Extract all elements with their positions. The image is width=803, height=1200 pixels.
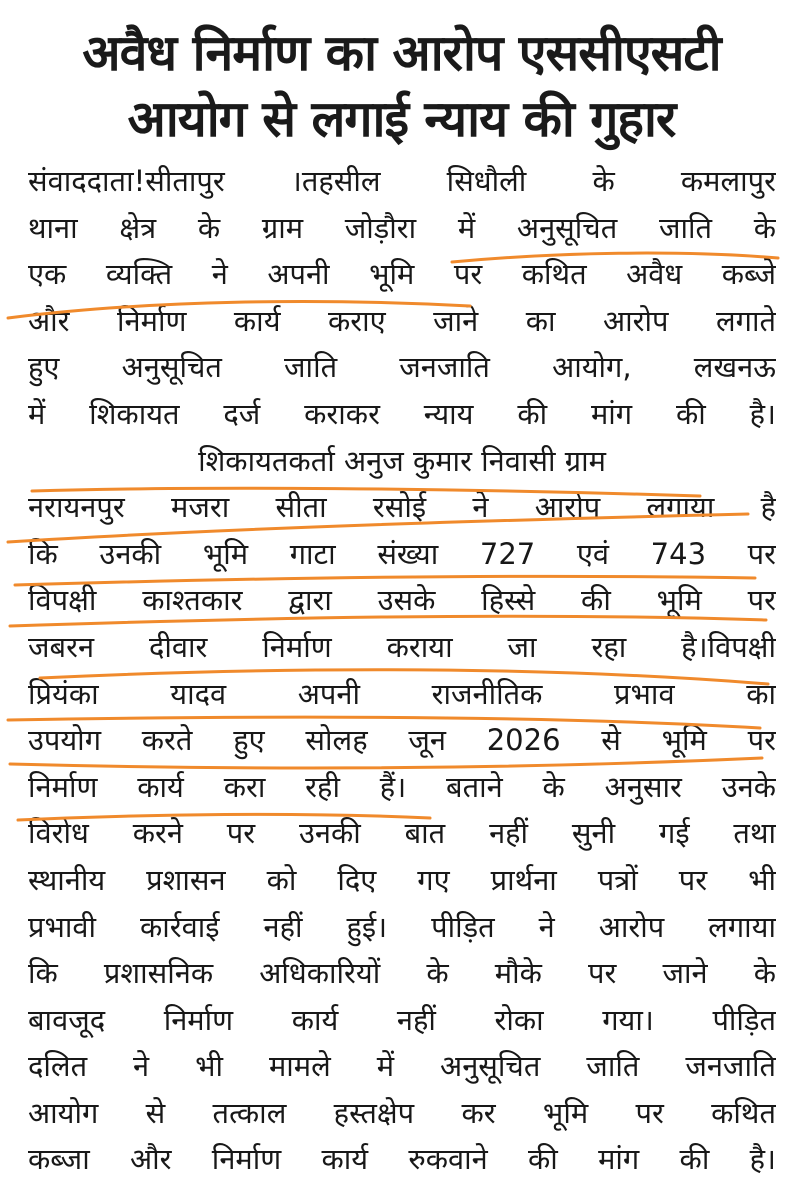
article-line: विरोध करने पर उनकी बात नहीं सुनी गई तथा (28, 816, 776, 851)
article-line: एक व्यक्ति ने अपनी भूमि पर कथित अवैध कब्जे (28, 257, 776, 292)
article-line: बावजूद निर्माण कार्य नहीं रोका गया। पीड़ित (28, 1002, 776, 1037)
article-line: हुए अनुसूचित जाति जनजाति आयोग, लखनऊ (28, 350, 776, 385)
headline (0, 20, 803, 152)
article-line: जबरन दीवार निर्माण कराया जा रहा है।विपक्षी (28, 629, 776, 664)
article-line: शिकायतकर्ता अनुज कुमार निवासी ग्राम (198, 443, 606, 478)
article-line: कब्जा और निर्माण कार्य रुकवाने की मांग की है। (28, 1142, 776, 1177)
article-line: निर्माण कार्य करा रही हैं। बताने के अनुसार उनके (28, 769, 776, 804)
article-line: स्थानीय प्रशासन को दिए गए प्रार्थना पत्रों पर भी (28, 862, 776, 897)
article-line: कि उनकी भूमि गाटा संख्या 727 एवं 743 पर (28, 536, 776, 571)
article-line: कि प्रशासनिक अधिकारियों के मौके पर जाने के (28, 956, 776, 991)
article-line: प्रियंका यादव अपनी राजनीतिक प्रभाव का (28, 676, 776, 711)
article-line: आयोग से तत्काल हस्तक्षेप कर भूमि पर कथित (28, 1095, 776, 1130)
article-line: प्रभावी कार्रवाई नहीं हुई। पीड़ित ने आरोप लगाया (28, 909, 776, 944)
article-line: संवाददाता!सीतापुर ।तहसील सिधौली के कमलापुर (28, 164, 776, 198)
article-line: थाना क्षेत्र के ग्राम जोड़ौरा में अनुसूचित जाति के (28, 210, 776, 245)
article-body (28, 158, 776, 1183)
headline-line-1: अवैध निर्माण का आरोप एससीएसटी (82, 24, 721, 82)
article-line: उपयोग करते हुए सोलह जून 2026 से भूमि पर (28, 723, 776, 758)
article-line: नरायनपुर मजरा सीता रसोई ने आरोप लगाया है (28, 490, 776, 525)
article-line: दलित ने भी मामले में अनुसूचित जाति जनजाति (28, 1049, 776, 1084)
article-line: विपक्षी काश्तकार द्वारा उसके हिस्से की भूमि पर (28, 583, 776, 618)
headline-line-2: आयोग से लगाई न्याय की गुहार (127, 90, 676, 148)
article-line: और निर्माण कार्य कराए जाने का आरोप लगाते (28, 303, 776, 338)
article-line: में शिकायत दर्ज कराकर न्याय की मांग की है। (28, 396, 776, 431)
